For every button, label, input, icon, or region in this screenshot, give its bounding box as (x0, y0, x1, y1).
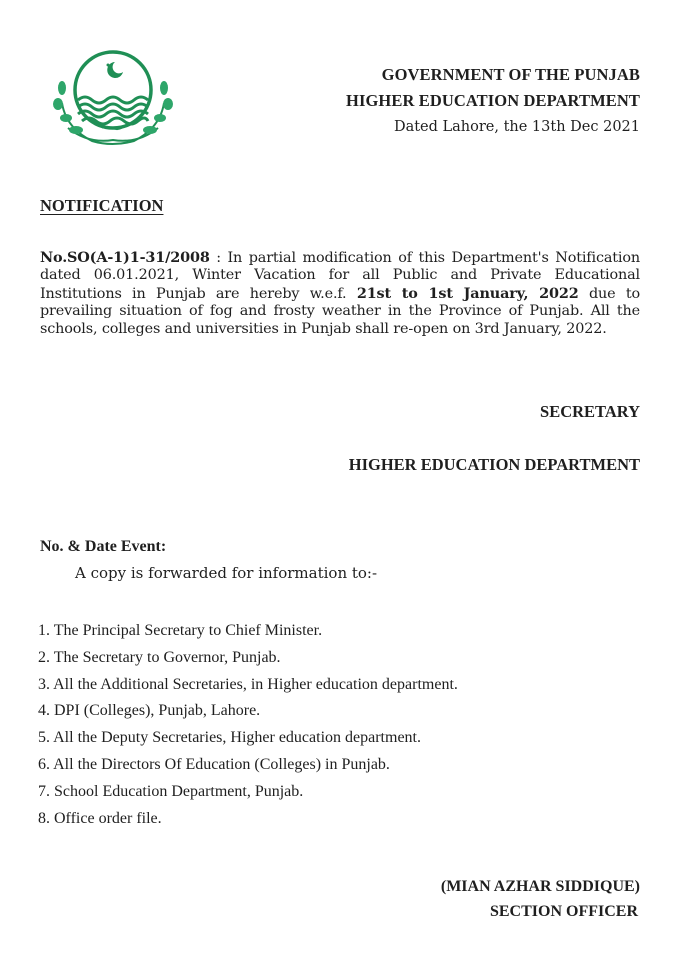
secretary-title: SECRETARY (540, 402, 640, 421)
recipient-item: 8. Office order file. (38, 809, 162, 827)
recipient-item: 4. DPI (Colleges), Punjab, Lahore. (38, 702, 261, 720)
section-officer-designation: SECTION OFFICER (489, 903, 638, 920)
vacation-dates: 21st to 1st January, 2022 (356, 284, 579, 302)
body-text-part1: : In partial modification of this Department's Notification dated 06.01.2021, Winter Vacation for all Public and Private Educational Institutions in Punjab are hereby w.e.f. (40, 250, 640, 302)
letterhead (346, 62, 640, 140)
notification-heading: NOTIFICATION (40, 196, 164, 215)
secretary-department: HIGHER EDUCATION DEPARTMENT (348, 455, 640, 474)
punjab-emblem-logo (48, 48, 178, 148)
notification-number: No.SO(A-1)1-31/2008 (40, 249, 210, 266)
recipient-list (38, 618, 458, 832)
recipient-item: 2. The Secretary to Governor, Punjab. (38, 648, 281, 666)
section-officer-name: (MIAN AZHAR SIDDIQUE) (440, 878, 640, 895)
recipient-item: 1. The Principal Secretary to Chief Minister. (38, 622, 323, 639)
recipient-item: 3. All the Additional Secretaries, in Higher education department. (38, 675, 458, 693)
body-text-part2: due to prevailing situation of fog and frosty weather in the Province of Punjab. All the schools, colleges and universities in Punjab shall re-open on 3rd January, 2022. (40, 285, 640, 337)
notification-body (40, 249, 640, 338)
distribution-heading: No. & Date Event: (40, 538, 167, 555)
recipient-item: 7. School Education Department, Punjab. (38, 782, 304, 800)
recipient-item: 6. All the Directors Of Education (Colleges) in Punjab. (38, 755, 390, 773)
recipient-item: 5. All the Deputy Secretaries, Higher education department. (38, 729, 421, 747)
department-title: HIGHER EDUCATION DEPARTMENT (346, 91, 640, 110)
government-title: GOVERNMENT OF THE PUNJAB (381, 65, 640, 84)
date-line: Dated Lahore, the 13th Dec 2021 (393, 119, 640, 135)
distribution-intro: A copy is forwarded for information to:- (75, 564, 378, 582)
